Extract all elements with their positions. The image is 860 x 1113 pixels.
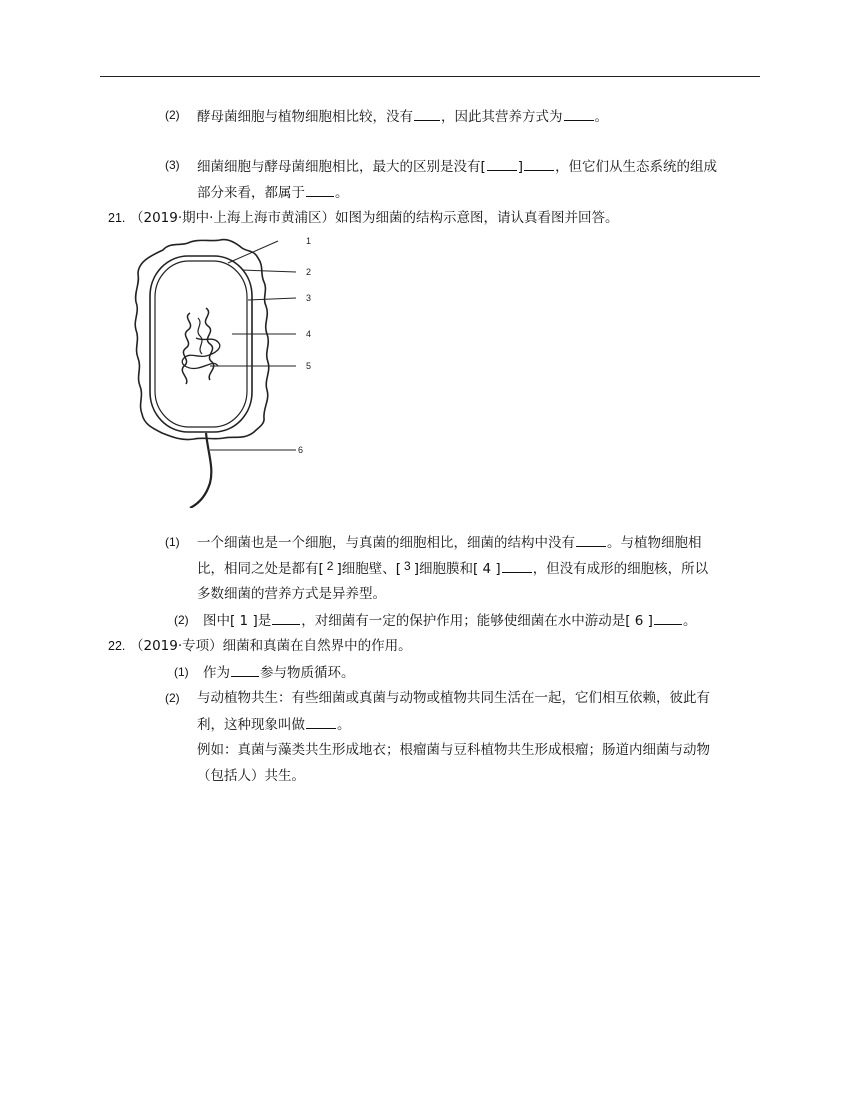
answer-blank[interactable] (654, 610, 682, 625)
q22-part2-line1: 与动植物共生：有些细菌或真菌与动物或植物共同生活在一起，它们相互依赖，彼此有 (197, 690, 710, 706)
q21-stem: （2019·期中·上海上海市黄浦区）如图为细菌的结构示意图，请认真看图并回答。 (130, 210, 619, 226)
q21-part2-number: (2) (174, 613, 189, 627)
dna-squiggle (205, 308, 213, 380)
q20-part3-number: (3) (165, 158, 180, 172)
diagram-label: 3 (306, 293, 312, 303)
diagram-label: 6 (298, 445, 304, 455)
leader-line (242, 270, 296, 272)
diagram-label: 2 (306, 267, 312, 277)
q21-part1-line2: 比，相同之处是都有[ 2 ]细胞壁、[ 3 ]细胞膜和[ 4 ] ，但没有成形的细胞核，所以 (197, 559, 709, 577)
q22-part2-example-line2: （包括人）共生。 (197, 768, 305, 784)
flagellum (190, 433, 211, 508)
q20-part3-line1: 细菌细胞与酵母菌细胞相比，最大的区别是没有[ ] ，但它们从生态系统的组成 (197, 156, 717, 177)
q21-part1-number: (1) (165, 535, 180, 549)
header-rule (100, 76, 760, 77)
leader-line (248, 298, 296, 300)
answer-blank[interactable] (414, 106, 440, 121)
answer-blank[interactable] (272, 610, 300, 625)
answer-blank[interactable] (231, 662, 259, 677)
bacteria-structure-diagram (118, 228, 328, 508)
q22-part2-number: (2) (165, 691, 180, 705)
dna-squiggle (198, 318, 202, 354)
q21-part1-line3: 多数细菌的营养方式是异养型。 (197, 586, 386, 602)
answer-blank[interactable] (502, 558, 532, 573)
q22-stem: （2019·专项）细菌和真菌在自然界中的作用。 (130, 638, 412, 654)
q20-part2-text: 酵母菌细胞与植物细胞相比较，没有 ，因此其营养方式为 。 (197, 106, 608, 127)
q21-number: 21. (108, 211, 126, 225)
q22-part1-number: (1) (174, 665, 189, 679)
q22-part2-line2: 利，这种现象叫做 。 (197, 714, 351, 735)
diagram-label: 5 (306, 361, 312, 371)
leader-line (228, 241, 278, 263)
dna-squiggle (182, 313, 190, 384)
q22-part2-example-line1: 例如：真菌与藻类共生形成地衣；根瘤菌与豆科植物共生形成根瘤；肠道内细菌与动物 (197, 742, 710, 758)
q22-number: 22. (108, 639, 126, 653)
q21-part2-text: 图中[ 1 ]是 ，对细菌有一定的保护作用；能够使细菌在水中游动是[ 6 ] 。 (203, 610, 696, 631)
diagram-label: 4 (306, 329, 312, 339)
diagram-label: 1 (306, 236, 312, 246)
q21-part1-line1: 一个细菌也是一个细胞，与真菌的细胞相比，细菌的结构中没有 。与植物细胞相 (197, 532, 702, 553)
answer-blank[interactable] (564, 106, 594, 121)
answer-blank[interactable] (576, 532, 606, 547)
answer-blank[interactable] (487, 156, 517, 171)
answer-blank[interactable] (306, 182, 334, 197)
q22-part1-text: 作为 参与物质循环。 (203, 662, 355, 683)
q20-part3-line2: 部分来看，都属于 。 (197, 182, 349, 203)
q20-part2-number: (2) (165, 108, 180, 122)
answer-blank[interactable] (524, 156, 554, 171)
answer-blank[interactable] (306, 714, 336, 729)
